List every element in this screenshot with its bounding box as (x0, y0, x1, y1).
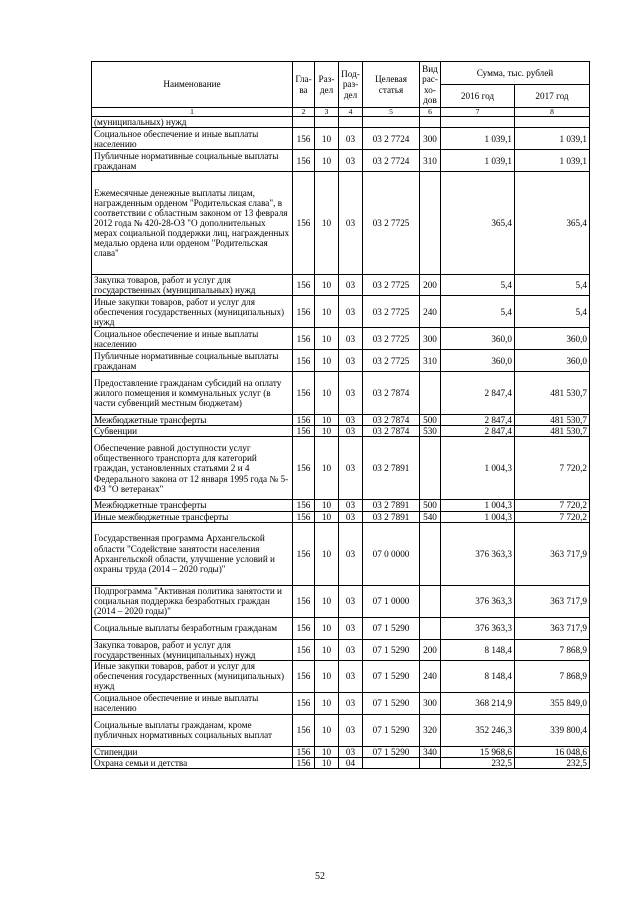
row-vid: 200 (420, 275, 441, 296)
row-name: Ежемесячные денежные выплаты лицам, награжденным орденом "Родительская слава", в соответствии с областным законом от 13 февраля 2012 года № 420-28-ОЗ "О дополнительных мерах социальной поддержки лиц, награжденных медалью ордена или орденом "Родительская слава" (92, 172, 293, 275)
row-target: 07 1 5290 (363, 617, 420, 639)
row-sum-2017: 363 717,9 (515, 585, 590, 617)
row-name: Социальные выплаты безработным гражданам (92, 617, 293, 639)
row-podrazdel: 03 (339, 692, 363, 714)
row-razdel: 10 (315, 585, 339, 617)
row-target: 07 1 5290 (363, 692, 420, 714)
row-vid (420, 437, 441, 500)
column-number: 5 (363, 108, 420, 117)
column-number: 2 (293, 108, 315, 117)
column-number: 1 (92, 108, 293, 117)
header-year-2017: 2017 год (515, 85, 590, 108)
row-name: Иные закупки товаров, работ и услуг для обеспечения государственных (муниципальных) нужд (92, 660, 293, 692)
row-glava: 156 (293, 746, 315, 757)
row-sum-2017: 232,5 (515, 757, 590, 768)
table-row (92, 500, 590, 511)
row-target: 03 2 7725 (363, 328, 420, 350)
row-target: 07 1 5290 (363, 660, 420, 692)
row-vid (420, 757, 441, 768)
row-sum-2017: 481 530,7 (515, 372, 590, 415)
row-target (363, 757, 420, 768)
row-target: 07 1 5290 (363, 639, 420, 660)
row-name: Социальное обеспечение и иные выплаты населению (92, 128, 293, 150)
table-row (92, 692, 590, 714)
row-podrazdel: 03 (339, 511, 363, 522)
row-glava: 156 (293, 500, 315, 511)
row-razdel: 10 (315, 150, 339, 172)
row-target: 03 2 7725 (363, 296, 420, 328)
row-glava: 156 (293, 172, 315, 275)
row-name: Субвенции (92, 426, 293, 437)
row-sum-2017: 7 720,2 (515, 511, 590, 522)
row-target: 07 1 0000 (363, 585, 420, 617)
header-glava: Гла-ва (293, 62, 315, 108)
row-glava: 156 (293, 692, 315, 714)
table-row (92, 275, 590, 296)
row-sum-2016: 376 363,3 (441, 585, 515, 617)
table-row (92, 757, 590, 768)
row-razdel: 10 (315, 660, 339, 692)
budget-table (91, 61, 590, 769)
row-name: Стипендии (92, 746, 293, 757)
row-glava: 156 (293, 128, 315, 150)
row-target: 03 2 7724 (363, 128, 420, 150)
row-name: Публичные нормативные социальные выплаты гражданам (92, 350, 293, 372)
row-glava: 156 (293, 437, 315, 500)
table-row (92, 328, 590, 350)
row-glava: 156 (293, 328, 315, 350)
row-target: 03 2 7874 (363, 415, 420, 426)
row-sum-2016: 2 847,4 (441, 415, 515, 426)
table-row (92, 511, 590, 522)
table-row (92, 746, 590, 757)
header-podrazdel: Под-раз-дел (339, 62, 363, 108)
row-vid: 310 (420, 350, 441, 372)
table-row (92, 437, 590, 500)
row-sum-2016: 376 363,3 (441, 617, 515, 639)
row-glava: 156 (293, 415, 315, 426)
row-sum-2017: 7 720,2 (515, 437, 590, 500)
row-vid: 300 (420, 128, 441, 150)
row-razdel: 10 (315, 692, 339, 714)
table-row (92, 639, 590, 660)
row-target: 03 2 7891 (363, 437, 420, 500)
row-name: Межбюджетные трансферты (92, 500, 293, 511)
row-razdel: 10 (315, 746, 339, 757)
row-razdel: 10 (315, 426, 339, 437)
row-sum-2016: 1 004,3 (441, 500, 515, 511)
row-glava: 156 (293, 372, 315, 415)
row-sum-2017: 1 039,1 (515, 150, 590, 172)
row-sum-2016: 1 004,3 (441, 511, 515, 522)
table-row (92, 522, 590, 585)
row-sum-2016: 15 968,6 (441, 746, 515, 757)
row-razdel: 10 (315, 714, 339, 746)
page-number: 52 (315, 871, 325, 882)
row-razdel: 10 (315, 372, 339, 415)
table-row (92, 128, 590, 150)
row-sum-2016: 352 246,3 (441, 714, 515, 746)
row-target: 03 2 7725 (363, 350, 420, 372)
row-razdel: 10 (315, 757, 339, 768)
row-vid: 310 (420, 150, 441, 172)
row-target: 07 1 5290 (363, 714, 420, 746)
row-glava: 156 (293, 275, 315, 296)
row-podrazdel: 03 (339, 426, 363, 437)
row-sum-2016: 368 214,9 (441, 692, 515, 714)
row-name: Социальное обеспечение и иные выплаты населению (92, 328, 293, 350)
row-name: Иные межбюджетные трансферты (92, 511, 293, 522)
row-sum-2017: 481 530,7 (515, 426, 590, 437)
header-target: Целевая статья (363, 62, 420, 108)
table-row (92, 372, 590, 415)
row-name: Подпрограмма "Активная политика занятости и социальная поддержка безработных граждан (2014 – 2020 годы)" (92, 585, 293, 617)
row-sum-2017: 365,4 (515, 172, 590, 275)
row-podrazdel: 03 (339, 415, 363, 426)
row-sum-2017: 7 868,9 (515, 639, 590, 660)
row-target: 03 2 7891 (363, 511, 420, 522)
row-glava: 156 (293, 757, 315, 768)
row-sum-2016: 360,0 (441, 328, 515, 350)
row-podrazdel: 03 (339, 296, 363, 328)
row-sum-2017 (515, 117, 590, 128)
row-podrazdel: 03 (339, 500, 363, 511)
table-row (92, 585, 590, 617)
row-vid: 500 (420, 500, 441, 511)
row-vid (420, 172, 441, 275)
row-vid: 540 (420, 511, 441, 522)
table-row (92, 415, 590, 426)
row-razdel: 10 (315, 415, 339, 426)
row-glava: 156 (293, 714, 315, 746)
table-row (92, 714, 590, 746)
row-vid (420, 522, 441, 585)
row-sum-2017: 360,0 (515, 350, 590, 372)
row-sum-2016: 8 148,4 (441, 660, 515, 692)
row-name: Предоставление гражданам субсидий на оплату жилого помещения и коммунальных услуг (в части субвенций местным бюджетам) (92, 372, 293, 415)
row-podrazdel: 03 (339, 660, 363, 692)
row-podrazdel: 03 (339, 617, 363, 639)
row-podrazdel: 03 (339, 714, 363, 746)
row-sum-2017: 7 868,9 (515, 660, 590, 692)
row-razdel: 10 (315, 437, 339, 500)
row-target (363, 117, 420, 128)
column-number: 4 (339, 108, 363, 117)
row-target: 07 0 0000 (363, 522, 420, 585)
row-glava: 156 (293, 617, 315, 639)
row-sum-2017: 7 720,2 (515, 500, 590, 511)
row-razdel: 10 (315, 172, 339, 275)
row-sum-2016: 5,4 (441, 275, 515, 296)
row-target: 03 2 7725 (363, 172, 420, 275)
row-glava: 156 (293, 296, 315, 328)
row-vid: 200 (420, 639, 441, 660)
row-glava: 156 (293, 150, 315, 172)
row-podrazdel: 03 (339, 437, 363, 500)
row-razdel: 10 (315, 275, 339, 296)
row-target: 03 2 7874 (363, 426, 420, 437)
row-sum-2017: 16 048,6 (515, 746, 590, 757)
row-name: Обеспечение равной доступности услуг общественного транспорта для категорий граждан, установленных статьями 2 и 4 Федерального закона от 12 января 1995 года № 5-ФЗ "О ветеранах" (92, 437, 293, 500)
row-vid: 300 (420, 692, 441, 714)
row-vid: 530 (420, 426, 441, 437)
row-glava: 156 (293, 522, 315, 585)
row-sum-2017: 1 039,1 (515, 128, 590, 150)
row-podrazdel: 03 (339, 350, 363, 372)
budget-table-page (91, 61, 589, 769)
row-razdel: 10 (315, 328, 339, 350)
row-podrazdel: 03 (339, 150, 363, 172)
row-podrazdel: 03 (339, 639, 363, 660)
row-target: 03 2 7874 (363, 372, 420, 415)
row-sum-2016: 1 039,1 (441, 128, 515, 150)
header-sum: Сумма, тыс. рублей (441, 62, 590, 85)
row-razdel: 10 (315, 617, 339, 639)
row-sum-2016: 232,5 (441, 757, 515, 768)
row-vid (420, 117, 441, 128)
column-number: 7 (441, 108, 515, 117)
row-target: 03 2 7724 (363, 150, 420, 172)
row-sum-2016: 360,0 (441, 350, 515, 372)
header-vid: Вид рас-хо-дов (420, 62, 441, 108)
row-name: Закупка товаров, работ и услуг для государственных (муниципальных) нужд (92, 639, 293, 660)
row-target: 03 2 7725 (363, 275, 420, 296)
row-podrazdel: 03 (339, 172, 363, 275)
row-name: (муниципальных) нужд (92, 117, 293, 128)
row-podrazdel: 03 (339, 328, 363, 350)
row-vid: 300 (420, 328, 441, 350)
row-sum-2016: 2 847,4 (441, 372, 515, 415)
header-year-2016: 2016 год (441, 85, 515, 108)
row-name: Социальное обеспечение и иные выплаты населению (92, 692, 293, 714)
header-razdel: Раз-дел (315, 62, 339, 108)
row-sum-2017: 363 717,9 (515, 522, 590, 585)
row-name: Публичные нормативные социальные выплаты гражданам (92, 150, 293, 172)
row-sum-2017: 355 849,0 (515, 692, 590, 714)
row-podrazdel: 03 (339, 128, 363, 150)
row-name: Иные закупки товаров, работ и услуг для обеспечения государственных (муниципальных) нужд (92, 296, 293, 328)
row-podrazdel: 03 (339, 522, 363, 585)
row-sum-2016: 2 847,4 (441, 426, 515, 437)
row-razdel: 10 (315, 522, 339, 585)
row-target: 07 1 5290 (363, 746, 420, 757)
table-row (92, 426, 590, 437)
row-vid: 500 (420, 415, 441, 426)
row-name: Государственная программа Архангельской области "Содействие занятости населения Архангельской области, улучшение условий и охраны труда (2014 – 2020 годы)" (92, 522, 293, 585)
row-vid (420, 372, 441, 415)
table-row (92, 172, 590, 275)
table-row (92, 617, 590, 639)
row-razdel: 10 (315, 350, 339, 372)
row-name: Закупка товаров, работ и услуг для государственных (муниципальных) нужд (92, 275, 293, 296)
row-sum-2017: 481 530,7 (515, 415, 590, 426)
column-number: 8 (515, 108, 590, 117)
row-glava: 156 (293, 585, 315, 617)
row-podrazdel: 03 (339, 275, 363, 296)
row-podrazdel: 04 (339, 757, 363, 768)
row-glava: 156 (293, 639, 315, 660)
row-sum-2016: 1 039,1 (441, 150, 515, 172)
header-name: Наименование (92, 62, 293, 108)
row-vid: 240 (420, 660, 441, 692)
row-razdel: 10 (315, 639, 339, 660)
row-razdel: 10 (315, 500, 339, 511)
row-glava: 156 (293, 660, 315, 692)
table-row (92, 660, 590, 692)
row-podrazdel: 03 (339, 372, 363, 415)
row-podrazdel: 03 (339, 585, 363, 617)
row-vid (420, 585, 441, 617)
row-sum-2017: 339 800,4 (515, 714, 590, 746)
row-sum-2017: 360,0 (515, 328, 590, 350)
row-name: Социальные выплаты гражданам, кроме публичных нормативных социальных выплат (92, 714, 293, 746)
row-sum-2017: 5,4 (515, 296, 590, 328)
row-sum-2016: 376 363,3 (441, 522, 515, 585)
row-name: Межбюджетные трансферты (92, 415, 293, 426)
row-glava: 156 (293, 426, 315, 437)
row-razdel: 10 (315, 296, 339, 328)
table-row (92, 350, 590, 372)
row-sum-2016: 8 148,4 (441, 639, 515, 660)
row-podrazdel (339, 117, 363, 128)
column-numbers-row (92, 108, 590, 117)
row-target: 03 2 7891 (363, 500, 420, 511)
row-glava: 156 (293, 511, 315, 522)
table-row (92, 150, 590, 172)
table-row (92, 117, 590, 128)
row-razdel: 10 (315, 128, 339, 150)
row-name: Охрана семьи и детства (92, 757, 293, 768)
column-number: 6 (420, 108, 441, 117)
row-podrazdel: 03 (339, 746, 363, 757)
row-glava: 156 (293, 350, 315, 372)
row-razdel (315, 117, 339, 128)
row-sum-2017: 5,4 (515, 275, 590, 296)
table-row (92, 296, 590, 328)
row-sum-2016 (441, 117, 515, 128)
row-sum-2016: 5,4 (441, 296, 515, 328)
row-vid: 240 (420, 296, 441, 328)
column-number: 3 (315, 108, 339, 117)
row-sum-2017: 363 717,9 (515, 617, 590, 639)
row-vid: 320 (420, 714, 441, 746)
row-sum-2016: 365,4 (441, 172, 515, 275)
row-glava (293, 117, 315, 128)
row-vid (420, 617, 441, 639)
row-razdel: 10 (315, 511, 339, 522)
row-sum-2016: 1 004,3 (441, 437, 515, 500)
row-vid: 340 (420, 746, 441, 757)
